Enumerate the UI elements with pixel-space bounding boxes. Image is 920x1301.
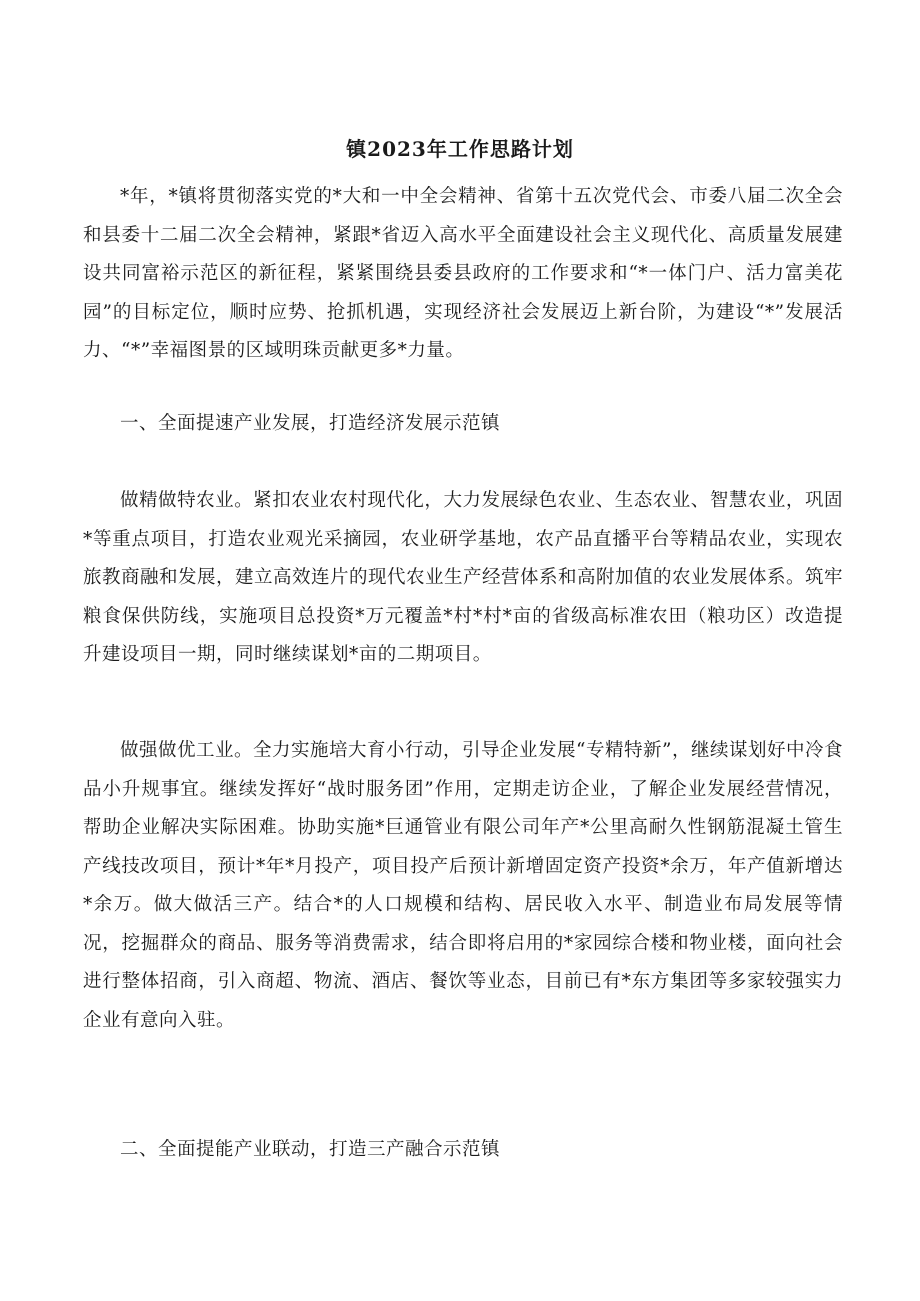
document-title: 镇2023年工作思路计划 <box>346 137 574 161</box>
industry-paragraph: 做强做优工业。全力实施培大育小行动，引导企业发展“专精特新”，继续谋划好中冷食品小升规事宜。继续发挥好“战时服务团”作用，定期走访企业，了解企业发展经营情况，帮助企业解决实际困难。协助实施*巨通管业有限公司年产*公里高耐久性钢筋混凝土管生产线技改项目，预计*年*月投产，项目投产后预计新增固定资产投资*余万，年产值新增达*余万。做大做活三产。结合*的人口规模和结构、居民收入水平、制造业布局发展等情况，挖掘群众的商品、服务等消费需求，结合即将启用的*家园综合楼和物业楼，面向社会进行整体招商，引入商超、物流、酒店、餐饮等业态，目前已有*东方集团等多家较强实力企业有意向入驻。 <box>83 740 843 1031</box>
section-heading-2: 二、全面提能产业联动，打造三产融合示范镇 <box>120 1139 501 1160</box>
agriculture-paragraph: 做精做特农业。紧扣农业农村现代化，大力发展绿色农业、生态农业、智慧农业，巩固*等重点项目，打造农业观光采摘园，农业研学基地，农产品直播平台等精品农业，实现农旅教商融和发展，建立高效连片的现代农业生产经营体系和高附加值的农业发展体系。筑牢粮食保供防线，实施项目总投资*万元覆盖*村*村*亩的省级高标准农田（粮功区）改造提升建设项目一期，同时继续谋划*亩的二期项目。 <box>83 490 844 665</box>
intro-paragraph: *年，*镇将贯彻落实党的*大和一中全会精神、省第十五次党代会、市委八届二次全会和县委十二届二次全会精神，紧跟*省迈入高水平全面建设社会主义现代化、高质量发展建设共同富裕示范区的新征程，紧紧围绕县委县政府的工作要求和“*一体门户、活力富美花园”的目标定位，顺时应势、抢抓机遇，实现经济社会发展迈上新台阶，为建设“*”发展活力、“*”幸福图景的区域明珠贡献更多*力量。 <box>83 186 843 361</box>
section-heading-1: 一、全面提速产业发展，打造经济发展示范镇 <box>120 413 501 434</box>
